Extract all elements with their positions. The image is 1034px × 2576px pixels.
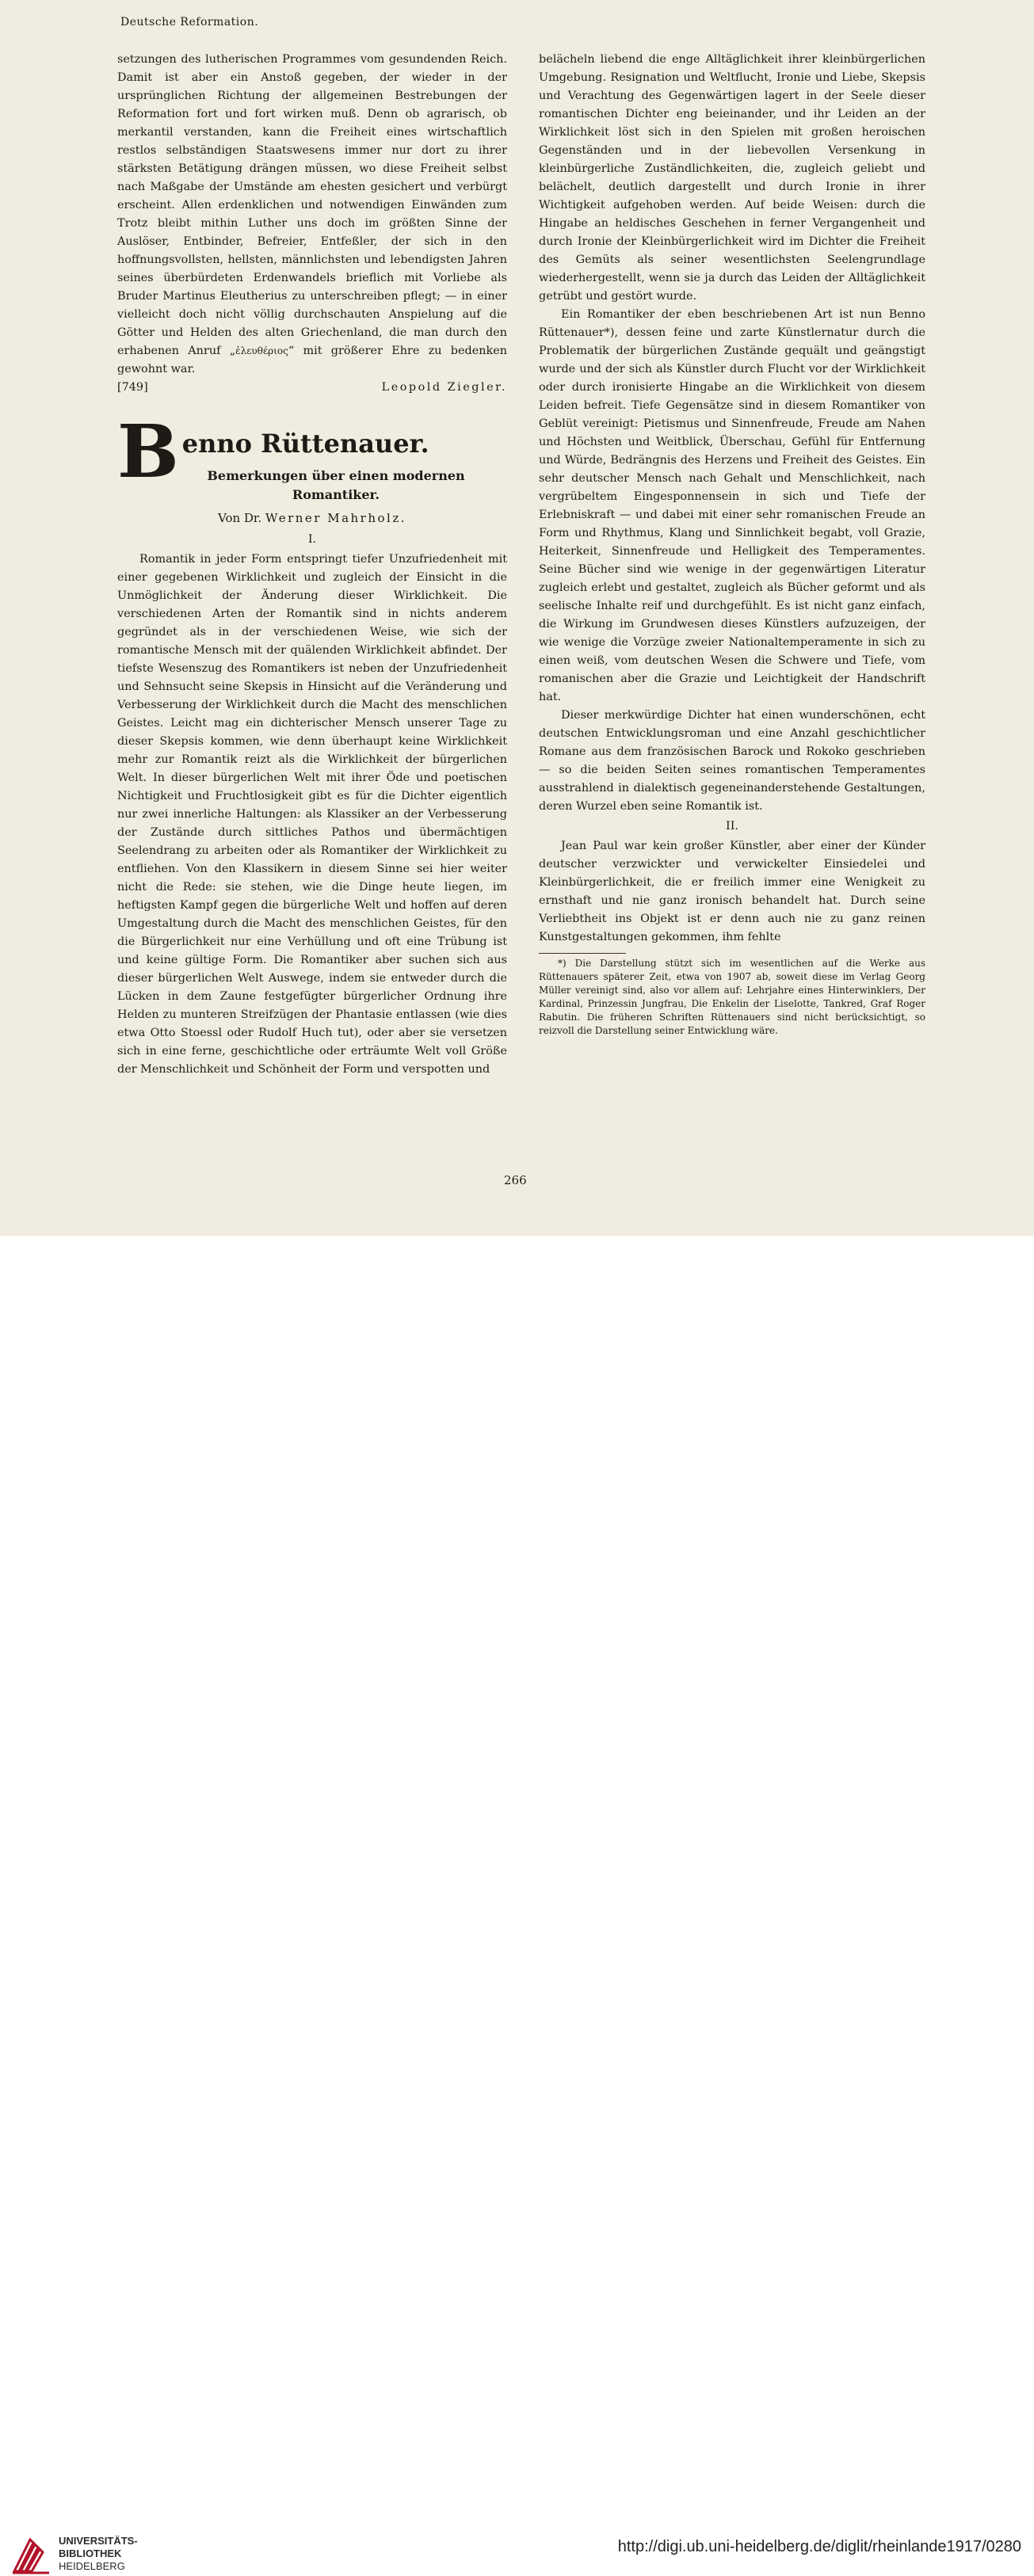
page-number: 266 xyxy=(504,1173,527,1187)
previous-author: Leopold Ziegler. xyxy=(381,381,507,394)
section-number-two: II. xyxy=(726,820,738,833)
section-one-paragraph: Romantik in jeder Form entspringt tiefer Unzufriedenheit mit einer gegebenen Wirklichkeit und zugleich der Einsicht in die Unmöglichkeit der Änderung dieser Wirklichkeit. Die verschiedenen Arten der Romantik sind in nichts anderem gegründet als in der verschiedenen Weise, wie sich der romantische Mensch mit der quälenden Wirklichkeit abfindet. Der tiefste Wesenszug des Romantikers ist neben der Unzufriedenheit und Sehnsucht seine Skepsis in Hinsicht auf die Veränderung und Verbesserung der Wirklichkeit durch die Macht des menschlichen Geistes. Leicht mag ein dichterischer Mensch unserer Tage zu dieser Skepsis kommen, wie denn überhaupt keine Wirklichkeit mehr zur Romantik reizt als die Wirklichkeit der bürgerlichen Welt. In dieser bürgerlichen Welt mit ihrer Öde und poetischen Nichtigkeit und Fruchtlosigkeit gibt es für die Dichter eigentlich nur zwei innerliche Haltungen: als Klassiker an der Verbesserung der Zustände durch sittliches Pathos und übermächtigen Seelendrang zu arbeiten oder als Romantiker der Wirklichkeit zu entfliehen. Von den Klassikern in diesem Sinne sei hier weiter nicht die Rede: sie stehen, wie die Dinge heute liegen, im heftigsten Kampf gegen die bürgerliche Welt und hoffen auf deren Umgestaltung durch die Macht des menschlichen Geistes, für den die Bürgerlichkeit nur eine Verhüllung und oft eine Trübung ist und keine gültige Form. Die Romantiker aber suchen sich aus dieser bürgerlichen Welt Auswege, indem sie entweder durch die Lücken in dem Zaune festgefügter bürgerlicher Ordnung ihre Helden zu munteren Streifzügen der Phantasie entlassen (wie dies etwa Otto Stoessl oder Rudolf Huch tut), oder aber sie versetzen sich in eine ferne, geschichtliche oder erträumte Welt voll Größe der Menschlichkeit und Schönheit der Form und verspotten und xyxy=(117,553,507,1076)
paragraph-three: Dieser merkwürdige Dichter hat einen wunderschönen, echt deutschen Entwicklungsroman und eine Anzahl geschichtlicher Romane aus dem französischen Barock und Rokoko geschrieben — so die beiden Seiten seines romantischen Temperamentes ausstrahlend in dialektisch gegeneinanderstehende Gestaltungen, deren Wurzel eben seine Romantik ist. xyxy=(539,709,925,813)
source-url-link[interactable]: http://digi.ub.uni-heidelberg.de/diglit/rheinlande1917/0280 xyxy=(617,2538,1021,2555)
library-logo-icon xyxy=(10,2532,54,2576)
paragraph-continuation: belächeln liebend die enge Alltäglichkeit ihrer kleinbürgerlichen Umgebung. Resignation und Weltflucht, Ironie und Liebe, Skepsis und Verachtung des Gegenwärtigen lagert in der Seele dieser romantischen Dichter eng beieinander, und ihr Leiden an der Wirklichkeit löst sich in den Spielen mit großen heroischen Gegenständen und in der liebevollen Versenkung in kleinbürgerliche Zuständlichkeiten, die, zugleich geliebt und belächelt, deutlich dargestellt und durch Ironie in ihrer Wichtigkeit aufgehoben werden. Auf beide Weisen: durch die Hingabe an heldisches Geschehen in ferner Vergangenheit und durch Ironie der Kleinbürgerlichkeit wird im Dichter die Freiheit des Gemüts als seiner wesentlichsten Seelengrundlage wiederhergestellt, wenn sie ja durch das Leiden der Alltäglichkeit getrübt und gestört wurde. xyxy=(539,53,925,303)
running-head: Deutsche Reformation. xyxy=(120,16,259,29)
footnote-divider xyxy=(539,953,626,954)
right-column xyxy=(539,51,925,1038)
title-text: enno Rüttenauer. xyxy=(181,429,429,459)
reference-number: [749] xyxy=(117,381,148,394)
article-header xyxy=(117,409,507,549)
byline: Von Dr. Werner Mahrholz. xyxy=(217,511,407,525)
section-two-paragraph: Jean Paul war kein großer Künstler, aber einer der Künder deutscher verzwickter und verwickelter Einsiedelei und Kleinbürgerlichkeit, die er freilich immer eine Wenigkeit zu ernsthaft und nie ganz ironisch behandelt hat. Durch seine Verliebtheit ins Objekt ist er denn auch nie zu ganz reinen Kunstgestaltungen gekommen, ihm fehlte xyxy=(539,840,925,943)
library-name: UNIVERSITÄTS- BIBLIOTHEK HEIDELBERG xyxy=(59,2535,138,2572)
previous-article-ending: setzungen des lutherischen Programmes vom gesundenden Reich. Damit ist aber ein Anstoß gegeben, der wieder in der ursprünglichen Richtung der allgemeinen Bestrebungen der Reformation fort und fort wirken muß. Denn ob agrarisch, ob merkantil verstanden, kann die Freiheit eines wirtschaftlich restlos selbständigen Staatswesens immer nur dort zu ihrer stärksten Betätigung drängen müssen, wo diese Freiheit selbst nach Maßgabe der Umstände am ehesten gesichert und verbürgt erscheint. Allen erdenklichen und notwendigen Einwänden zum Trotz bleibt mithin Luther uns doch im größten Sinne der Auslöser, Entbinder, Befreier, Entfeßler, der sich in den hoffnungsvollsten, hellsten, männlichsten und lebendigsten Jahren seines überbürdeten Erdenwandels brieflich mit Vorliebe als Bruder Martinus Eleutherius zu unterschreiben pflegt; — in einer vielleicht doch nicht völlig durchschauten Anspielung auf die Götter und Helden des alten Griechenland, die man durch den erhabenen Anruf „ἐλευθέριος“ mit größerer Ehre zu bedenken gewohnt war. xyxy=(117,53,507,375)
byline-author: Werner Mahrholz. xyxy=(265,511,407,525)
section-number-one: I. xyxy=(307,533,317,546)
left-column xyxy=(117,51,507,1079)
footnote: *) Die Darstellung stützt sich im wesentlichen auf die Werke aus Rüttenauers späterer Zeit, etwa von 1907 ab, soweit diese im Verlag Georg Müller vereinigt sind, also vor allem auf: Lehrjahre eines Hinterwinklers, Der Kardinal, Prinzessin Jungfrau, Die Enkelin der Liselotte, Tankred, Graf Roger Rabutin. Die früheren Schriften Rüttenauers sind nicht berücksichtigt, so reizvoll die Darstellung seiner Entwicklung wäre. xyxy=(539,958,925,1036)
scanned-page xyxy=(0,0,1034,1236)
library-footer xyxy=(0,1236,1034,2572)
signature-line xyxy=(117,379,507,397)
title-drop-cap: B xyxy=(117,409,179,494)
greek-word: ἐλευθέριος xyxy=(235,345,288,356)
article-subtitle: Bemerkungen über einen modernen Romantiker. xyxy=(207,468,465,502)
paragraph-two: Ein Romantiker der eben beschriebenen Art ist nun Benno Rüttenauer*), dessen feine und zarte Künstlernatur durch die Problematik der bürgerlichen Zustände gequält und geängstigt wurde und der sich als Künstler durch Flucht vor der Wirklichkeit oder durch ironisierte Hingabe an die Wirklichkeit von diesem Leiden befreit. Tiefe Gegensätze sind in diesem Romantiker von Geblüt vereinigt: Pietismus und Sinnenfreude, Freude am Nahen und Höchsten und Weitblick, Überschau, Gefühl für Entfernung und Würde, Bedrängnis des Herzens und Freiheit des Geistes. Ein sehr deutscher Mensch nach Gehalt und Menschlichkeit, nach vergrübeltem Eingesponnensein in sich und Tiefe der Erlebniskraft — und dabei mit einer sehr romanischen Freude an Form und Rhythmus, Klang und Sinnlichkeit begabt, voll Grazie, Heiterkeit, Sinnenfreude und Helligkeit des Temperamentes. Seine Bücher sind wie wenige in der gegenwärtigen Literatur zugleich erlebt und gestaltet, zugleich als Bücher geformt und als seelische Inhalte reif und durchgefühlt. Es ist nicht ganz einfach, die Wirkung im Grundwesen dieses Künstlers aufzuzeigen, der wie wenige die Vorzüge zweier Nationaltemperamente in sich zu einen weiß, vom deutschen Wesen die Schwere und Tiefe, vom romanischen aber die Grazie und Leichtigkeit der Handschrift hat. xyxy=(539,308,925,703)
